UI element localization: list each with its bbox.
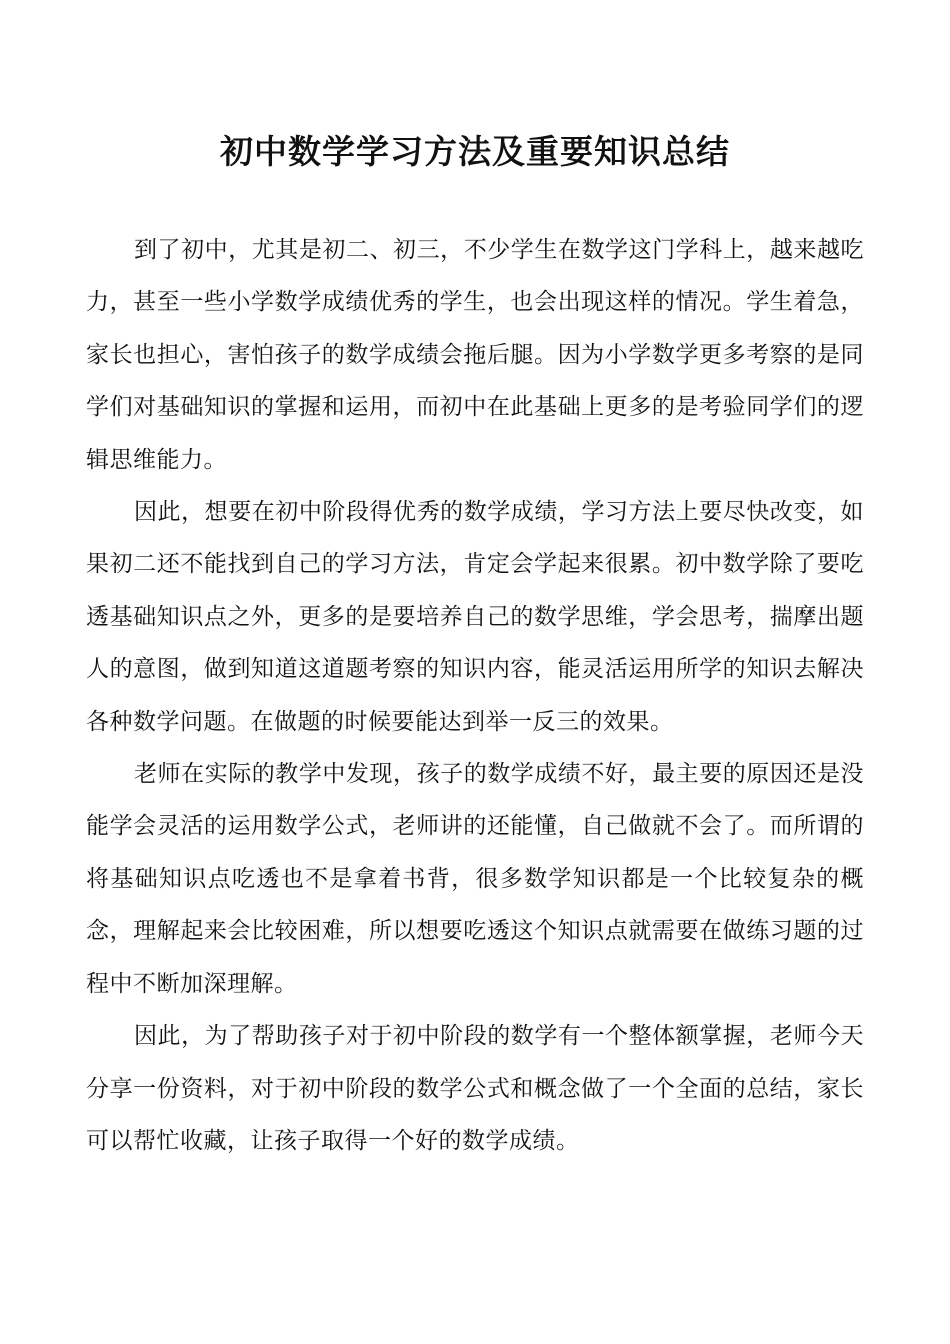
paragraph-3: 老师在实际的教学中发现，孩子的数学成绩不好，最主要的原因还是没能学会灵活的运用数学公式，老师讲的还能懂，自己做就不会了。而所谓的将基础知识点吃透也不是拿着书背，很多数学知识都是一个比较复杂的概念，理解起来会比较困难，所以想要吃透这个知识点就需要在做练习题的过程中不断加深理解。 <box>86 761 864 997</box>
paragraph-2: 因此，想要在初中阶段得优秀的数学成绩，学习方法上要尽快改变，如果初二还不能找到自己的学习方法，肯定会学起来很累。初中数学除了要吃透基础知识点之外，更多的是要培养自己的数学思维，学会思考，揣摩出题人的意图，做到知道这道题考察的知识内容，能灵活运用所学的知识去解决各种数学问题。在做题的时候要能达到举一反三的效果。 <box>86 499 864 735</box>
paragraph-1: 到了初中，尤其是初二、初三，不少学生在数学这门学科上，越来越吃力，甚至一些小学数学成绩优秀的学生，也会出现这样的情况。学生着急，家长也担心，害怕孩子的数学成绩会拖后腿。因为小学数学更多考察的是同学们对基础知识的掌握和运用，而初中在此基础上更多的是考验同学们的逻辑思维能力。 <box>86 237 864 473</box>
paragraph-4: 因此，为了帮助孩子对于初中阶段的数学有一个整体额掌握，老师今天分享一份资料，对于初中阶段的数学公式和概念做了一个全面的总结，家长可以帮忙收藏，让孩子取得一个好的数学成绩。 <box>86 1023 864 1154</box>
document-body <box>86 224 864 1167</box>
document-title: 初中数学学习方法及重要知识总结 <box>220 132 730 171</box>
